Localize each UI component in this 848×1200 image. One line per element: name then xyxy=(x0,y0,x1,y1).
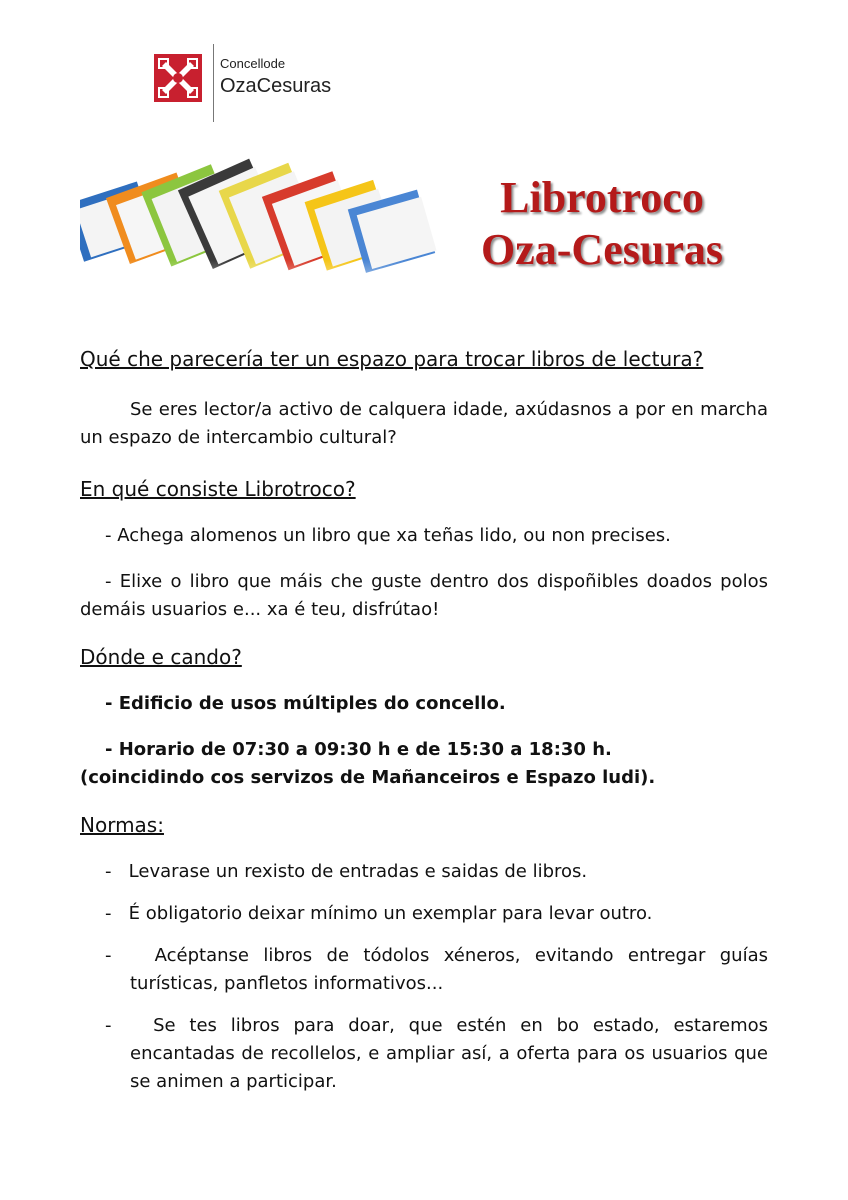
normas-item-text: Levarase un rexisto de entradas e saidas de libros. xyxy=(128,861,588,882)
normas-heading: Normas: xyxy=(80,813,164,837)
onde-item: - Edificio de usos múltiples do concello. xyxy=(105,693,506,714)
onde-note: (coincidindo cos servizos de Mañanceiros e Espazo ludi). xyxy=(80,767,656,788)
consiste-heading: En qué consiste Librotroco? xyxy=(80,477,356,501)
normas-item: - Levarase un rexisto de entradas e saidas de libros. xyxy=(105,861,588,882)
title-line-oza-cesuras: Oza-Cesuras xyxy=(481,225,723,274)
title-line-librotroco: Librotroco xyxy=(500,173,704,222)
page-title xyxy=(452,172,752,276)
intro-text: Se eres lector/a activo de calquera idade, axúdasnos a por en marcha un espazo de intercambio cultural? xyxy=(80,399,768,448)
normas-item: - Se tes libros para doar, que estén en bo estado, estaremos encantadas de recollelos, e ampliar así, a oferta para os usuarios que se animen a participar. xyxy=(105,1015,768,1092)
books-illustration xyxy=(80,150,445,305)
concello-emblem-icon xyxy=(152,52,204,104)
normas-item: - É obligatorio deixar mínimo un exemplar para levar outro. xyxy=(105,903,653,924)
onde-item: - Horario de 07:30 a 09:30 h e de 15:30 a 18:30 h. xyxy=(105,739,612,760)
onde-heading: Dónde e cando? xyxy=(80,645,242,669)
normas-item-text: Se tes libros para doar, que estén en bo estado, estaremos encantadas de recollelos, e ampliar así, a oferta para os usuarios que se animen a participar. xyxy=(130,1015,768,1092)
logo-divider xyxy=(213,44,214,122)
normas-item-text: Acéptanse libros de tódolos xéneros, evitando entregar guías turísticas, panfletos informativos... xyxy=(130,945,768,994)
concello-logo xyxy=(152,50,352,125)
normas-item-text: É obligatorio deixar mínimo un exemplar para levar outro. xyxy=(128,903,653,924)
logo-text-oza-cesuras: OzaCesuras xyxy=(220,75,332,97)
consiste-item: - Elixe o libro que máis che guste dentro dos dispoñibles doados polos demáis usuarios e... xa é teu, disfrútao! xyxy=(80,571,768,620)
consiste-item: - Achega alomenos un libro que xa teñas lido, ou non precises. xyxy=(105,525,671,546)
normas-item: - Acéptanse libros de tódolos xéneros, evitando entregar guías turísticas, panfletos informativos... xyxy=(105,945,768,994)
logo-text-concello: Concellode xyxy=(220,56,286,71)
intro-heading: Qué che parecería ter un espazo para trocar libros de lectura? xyxy=(80,347,704,371)
document-body xyxy=(80,344,768,1096)
